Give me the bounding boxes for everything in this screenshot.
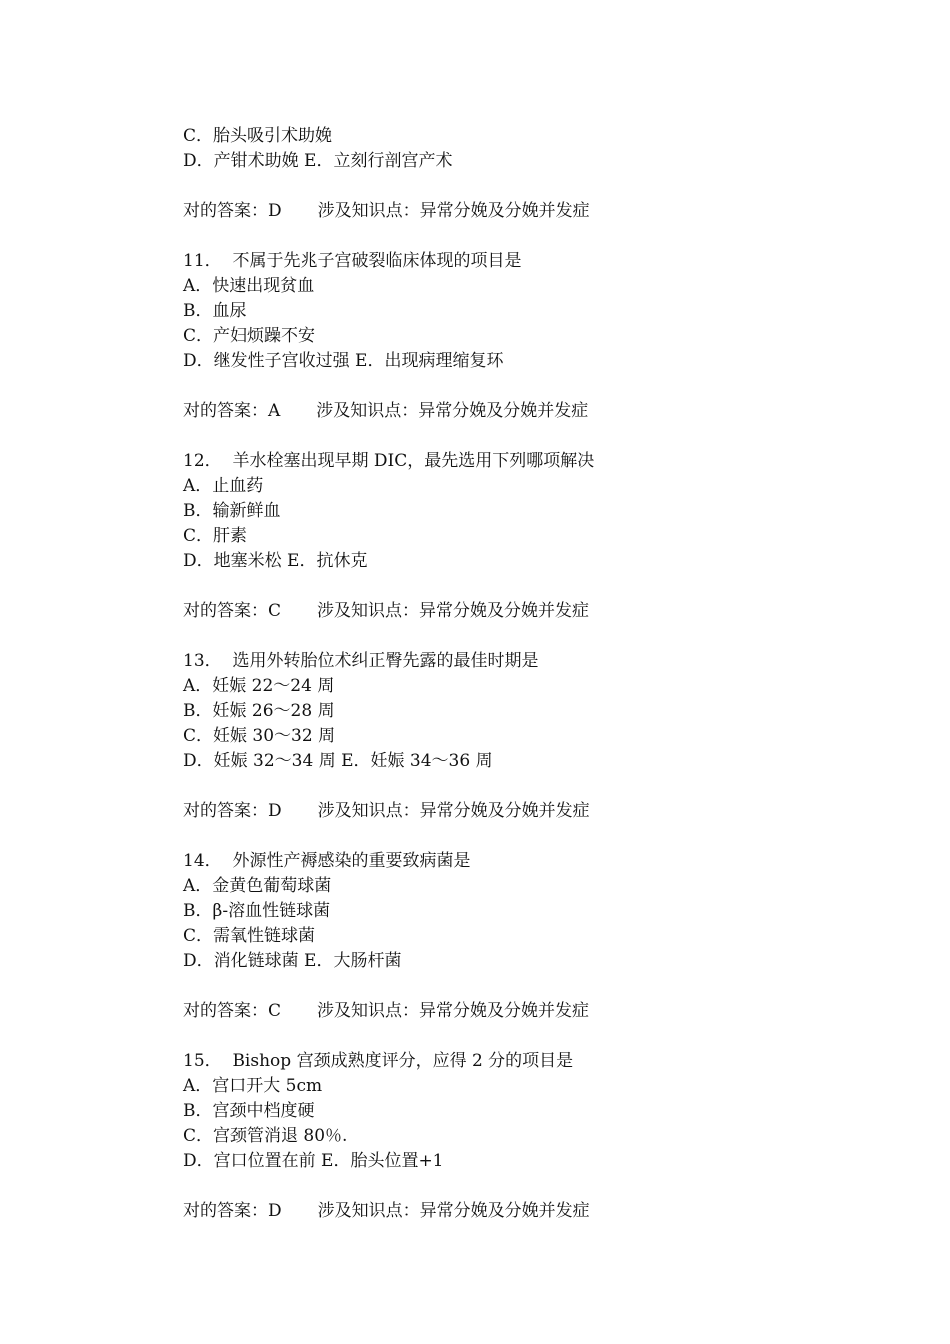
answer-option: D．产钳术助娩 E．立刻行剖宫产术 xyxy=(183,151,453,171)
answer-option: C．妊娠 30～32 周 xyxy=(183,726,336,746)
answer-line xyxy=(183,399,883,424)
correct-answer: 对的答案：D xyxy=(183,1201,282,1221)
answer-option: C．胎头吸引术助娩 xyxy=(183,126,333,146)
answer-option: D．妊娠 32～34 周 E．妊娠 34～36 周 xyxy=(183,751,493,771)
answer-option: A．快速出现贫血 xyxy=(183,276,315,296)
question-text: 11． 不属于先兆子宫破裂临床体现的项目是 xyxy=(183,251,522,271)
blank-line xyxy=(183,574,883,599)
knowledge-point: 涉及知识点：异常分娩及分娩并发症 xyxy=(317,1001,590,1021)
answer-line xyxy=(183,999,883,1024)
answer-option: B．宫颈中档度硬 xyxy=(183,1101,315,1121)
correct-answer: 对的答案：D xyxy=(183,801,282,821)
answer-option: A．止血药 xyxy=(183,476,264,496)
blank-line xyxy=(183,424,883,449)
question-text: 12． 羊水栓塞出现早期 DIC，最先选用下列哪项解决 xyxy=(183,451,595,471)
answer-option: B．β-溶血性链球菌 xyxy=(183,901,331,921)
answer-option: D．继发性子宫收过强 E．出现病理缩复环 xyxy=(183,351,504,371)
answer-option: D．宫口位置在前 E．胎头位置+1 xyxy=(183,1151,444,1171)
blank-line xyxy=(183,1174,883,1199)
answer-option: D．地塞米松 E．抗休克 xyxy=(183,551,368,571)
answer-option: C．肝素 xyxy=(183,526,248,546)
knowledge-point: 涉及知识点：异常分娩及分娩并发症 xyxy=(316,401,589,421)
correct-answer: 对的答案：C xyxy=(183,1001,282,1021)
correct-answer: 对的答案：A xyxy=(183,401,281,421)
answer-option: A．宫口开大 5cm xyxy=(183,1076,323,1096)
blank-line xyxy=(183,224,883,249)
blank-line xyxy=(183,974,883,999)
answer-option: A．妊娠 22～24 周 xyxy=(183,676,335,696)
blank-line xyxy=(183,824,883,849)
blank-line xyxy=(183,374,883,399)
blank-line xyxy=(183,174,883,199)
answer-option: C．产妇烦躁不安 xyxy=(183,326,316,346)
answer-line xyxy=(183,1199,883,1224)
blank-line xyxy=(183,774,883,799)
blank-line xyxy=(183,624,883,649)
question-text: 15． Bishop 宫颈成熟度评分，应得 2 分的项目是 xyxy=(183,1051,574,1071)
knowledge-point: 涉及知识点：异常分娩及分娩并发症 xyxy=(317,201,590,221)
correct-answer: 对的答案：D xyxy=(183,201,282,221)
answer-line xyxy=(183,799,883,824)
answer-option: B．妊娠 26～28 周 xyxy=(183,701,335,721)
answer-option: A．金黄色葡萄球菌 xyxy=(183,876,332,896)
question-text: 14． 外源性产褥感染的重要致病菌是 xyxy=(183,851,471,871)
answer-line xyxy=(183,599,883,624)
answer-option: D．消化链球菌 E．大肠杆菌 xyxy=(183,951,402,971)
answer-option: B．输新鲜血 xyxy=(183,501,281,521)
question-text: 13． 选用外转胎位术纠正臀先露的最佳时期是 xyxy=(183,651,539,671)
answer-option: C．需氧性链球菌 xyxy=(183,926,316,946)
blank-line xyxy=(183,1024,883,1049)
knowledge-point: 涉及知识点：异常分娩及分娩并发症 xyxy=(317,1201,590,1221)
answer-option: C．宫颈管消退 80％. xyxy=(183,1126,348,1146)
knowledge-point: 涉及知识点：异常分娩及分娩并发症 xyxy=(317,801,590,821)
correct-answer: 对的答案：C xyxy=(183,601,282,621)
answer-option: B．血尿 xyxy=(183,301,247,321)
knowledge-point: 涉及知识点：异常分娩及分娩并发症 xyxy=(317,601,590,621)
answer-line xyxy=(183,199,883,224)
document-page xyxy=(183,124,883,1224)
